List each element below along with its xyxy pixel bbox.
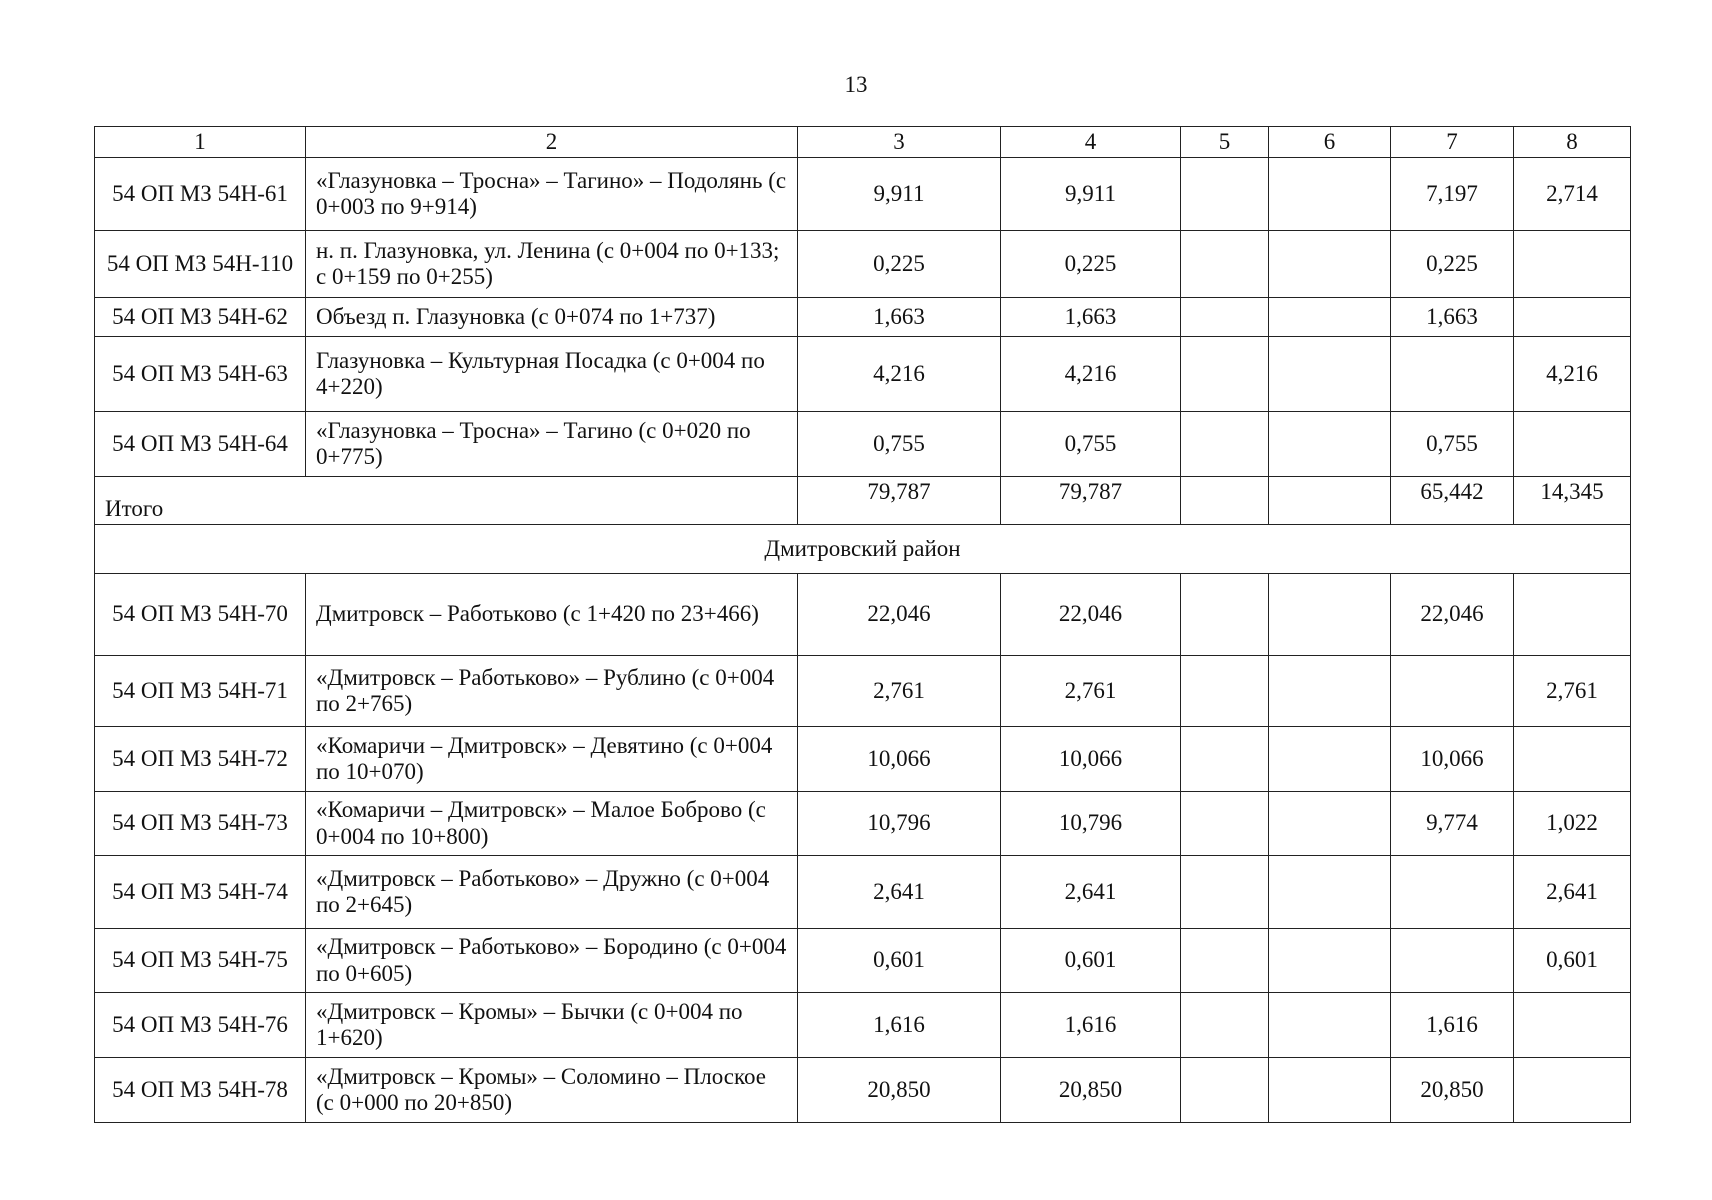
cell-col3: 20,850 [798,1058,1001,1123]
cell-col3: 2,761 [798,656,1001,727]
column-header: 5 [1181,127,1269,158]
road-code: 54 ОП МЗ 54Н-75 [95,929,306,993]
cell-col7: 0,755 [1391,412,1514,477]
cell-col7: 7,197 [1391,158,1514,231]
column-header: 8 [1514,127,1631,158]
cell-col6 [1269,298,1391,337]
road-name: «Дмитровск – Работьково» – Бородино (с 0+004 по 0+605) [306,929,798,993]
road-code: 54 ОП МЗ 54Н-73 [95,792,306,856]
table-row [95,792,1631,856]
total-col7: 65,442 [1391,477,1514,525]
cell-col3: 1,663 [798,298,1001,337]
cell-col8 [1514,727,1631,792]
column-header: 3 [798,127,1001,158]
total-label: Итого [95,477,798,525]
table-row [95,929,1631,993]
cell-col5 [1181,993,1269,1058]
cell-col3: 10,796 [798,792,1001,856]
cell-col4: 20,850 [1001,1058,1181,1123]
cell-col5 [1181,574,1269,656]
cell-col3: 9,911 [798,158,1001,231]
cell-col5 [1181,1058,1269,1123]
cell-col8: 2,641 [1514,856,1631,929]
cell-col6 [1269,929,1391,993]
cell-col6 [1269,337,1391,412]
cell-col8: 1,022 [1514,792,1631,856]
cell-col8: 0,601 [1514,929,1631,993]
column-header: 6 [1269,127,1391,158]
road-code: 54 ОП МЗ 54Н-70 [95,574,306,656]
cell-col3: 1,616 [798,993,1001,1058]
cell-col6 [1269,412,1391,477]
cell-col3: 0,755 [798,412,1001,477]
table-row [95,574,1631,656]
total-col5 [1181,477,1269,525]
road-name: «Дмитровск – Работьково» – Рублино (с 0+004 по 2+765) [306,656,798,727]
cell-col5 [1181,929,1269,993]
cell-col7: 9,774 [1391,792,1514,856]
cell-col6 [1269,656,1391,727]
cell-col6 [1269,1058,1391,1123]
cell-col3: 10,066 [798,727,1001,792]
cell-col4: 0,225 [1001,231,1181,298]
cell-col8 [1514,574,1631,656]
cell-col6 [1269,574,1391,656]
cell-col3: 22,046 [798,574,1001,656]
cell-col7: 1,616 [1391,993,1514,1058]
cell-col3: 4,216 [798,337,1001,412]
road-code: 54 ОП МЗ 54Н-63 [95,337,306,412]
table-row [95,1058,1631,1123]
cell-col4: 22,046 [1001,574,1181,656]
road-name: Объезд п. Глазуновка (с 0+074 по 1+737) [306,298,798,337]
cell-col6 [1269,993,1391,1058]
table-row [95,298,1631,337]
cell-col3: 2,641 [798,856,1001,929]
cell-col7 [1391,856,1514,929]
road-name: «Комаричи – Дмитровск» – Девятино (с 0+004 по 10+070) [306,727,798,792]
cell-col8 [1514,412,1631,477]
cell-col6 [1269,727,1391,792]
page-number: 13 [844,72,868,97]
total-col8: 14,345 [1514,477,1631,525]
district-heading: Дмитровский район [95,525,1631,574]
cell-col8 [1514,298,1631,337]
table-row [95,412,1631,477]
cell-col4: 1,663 [1001,298,1181,337]
road-name: Дмитровск – Работьково (с 1+420 по 23+466) [306,574,798,656]
cell-col8: 2,714 [1514,158,1631,231]
total-col6 [1269,477,1391,525]
road-name: «Дмитровск – Кромы» – Соломино – Плоское (с 0+000 по 20+850) [306,1058,798,1123]
road-code: 54 ОП МЗ 54Н-76 [95,993,306,1058]
cell-col7: 20,850 [1391,1058,1514,1123]
cell-col8: 2,761 [1514,656,1631,727]
cell-col5 [1181,856,1269,929]
cell-col5 [1181,792,1269,856]
cell-col4: 4,216 [1001,337,1181,412]
cell-col5 [1181,656,1269,727]
cell-col5 [1181,412,1269,477]
cell-col4: 9,911 [1001,158,1181,231]
road-name: «Комаричи – Дмитровск» – Малое Боброво (с 0+004 по 10+800) [306,792,798,856]
cell-col8 [1514,1058,1631,1123]
table-row [95,856,1631,929]
road-name: «Глазуновка – Тросна» – Тагино (с 0+020 по 0+775) [306,412,798,477]
road-code: 54 ОП МЗ 54Н-72 [95,727,306,792]
cell-col8 [1514,993,1631,1058]
table-row [95,727,1631,792]
total-col3: 79,787 [798,477,1001,525]
cell-col6 [1269,792,1391,856]
table-row [95,993,1631,1058]
cell-col5 [1181,158,1269,231]
column-header: 2 [306,127,798,158]
table-header-row [95,127,1631,158]
cell-col5 [1181,298,1269,337]
cell-col7 [1391,929,1514,993]
cell-col5 [1181,337,1269,412]
cell-col4: 10,066 [1001,727,1181,792]
cell-col6 [1269,158,1391,231]
cell-col8: 4,216 [1514,337,1631,412]
cell-col5 [1181,727,1269,792]
road-code: 54 ОП МЗ 54Н-64 [95,412,306,477]
road-code: 54 ОП МЗ 54Н-71 [95,656,306,727]
table-row [95,231,1631,298]
column-header: 1 [95,127,306,158]
district-row [95,525,1631,574]
road-name: н. п. Глазуновка, ул. Ленина (с 0+004 по 0+133; с 0+159 по 0+255) [306,231,798,298]
total-row [95,477,1631,525]
cell-col7 [1391,656,1514,727]
column-header: 7 [1391,127,1514,158]
cell-col7: 22,046 [1391,574,1514,656]
table-row [95,656,1631,727]
cell-col3: 0,225 [798,231,1001,298]
cell-col5 [1181,231,1269,298]
road-code: 54 ОП МЗ 54Н-78 [95,1058,306,1123]
cell-col4: 0,601 [1001,929,1181,993]
cell-col7 [1391,337,1514,412]
road-name: «Дмитровск – Работьково» – Дружно (с 0+004 по 2+645) [306,856,798,929]
road-code: 54 ОП МЗ 54Н-74 [95,856,306,929]
cell-col4: 0,755 [1001,412,1181,477]
cell-col7: 0,225 [1391,231,1514,298]
road-name: Глазуновка – Культурная Посадка (с 0+004 по 4+220) [306,337,798,412]
cell-col3: 0,601 [798,929,1001,993]
road-code: 54 ОП МЗ 54Н-62 [95,298,306,337]
road-code: 54 ОП МЗ 54Н-61 [95,158,306,231]
table-row [95,337,1631,412]
cell-col4: 2,761 [1001,656,1181,727]
road-name: «Глазуновка – Тросна» – Тагино» – Подолянь (с 0+003 по 9+914) [306,158,798,231]
table-row [95,158,1631,231]
cell-col6 [1269,856,1391,929]
cell-col4: 2,641 [1001,856,1181,929]
cell-col8 [1514,231,1631,298]
cell-col4: 10,796 [1001,792,1181,856]
road-code: 54 ОП МЗ 54Н-110 [95,231,306,298]
cell-col6 [1269,231,1391,298]
road-name: «Дмитровск – Кромы» – Бычки (с 0+004 по 1+620) [306,993,798,1058]
cell-col7: 10,066 [1391,727,1514,792]
total-col4: 79,787 [1001,477,1181,525]
cell-col7: 1,663 [1391,298,1514,337]
cell-col4: 1,616 [1001,993,1181,1058]
column-header: 4 [1001,127,1181,158]
road-table [94,126,1631,1123]
